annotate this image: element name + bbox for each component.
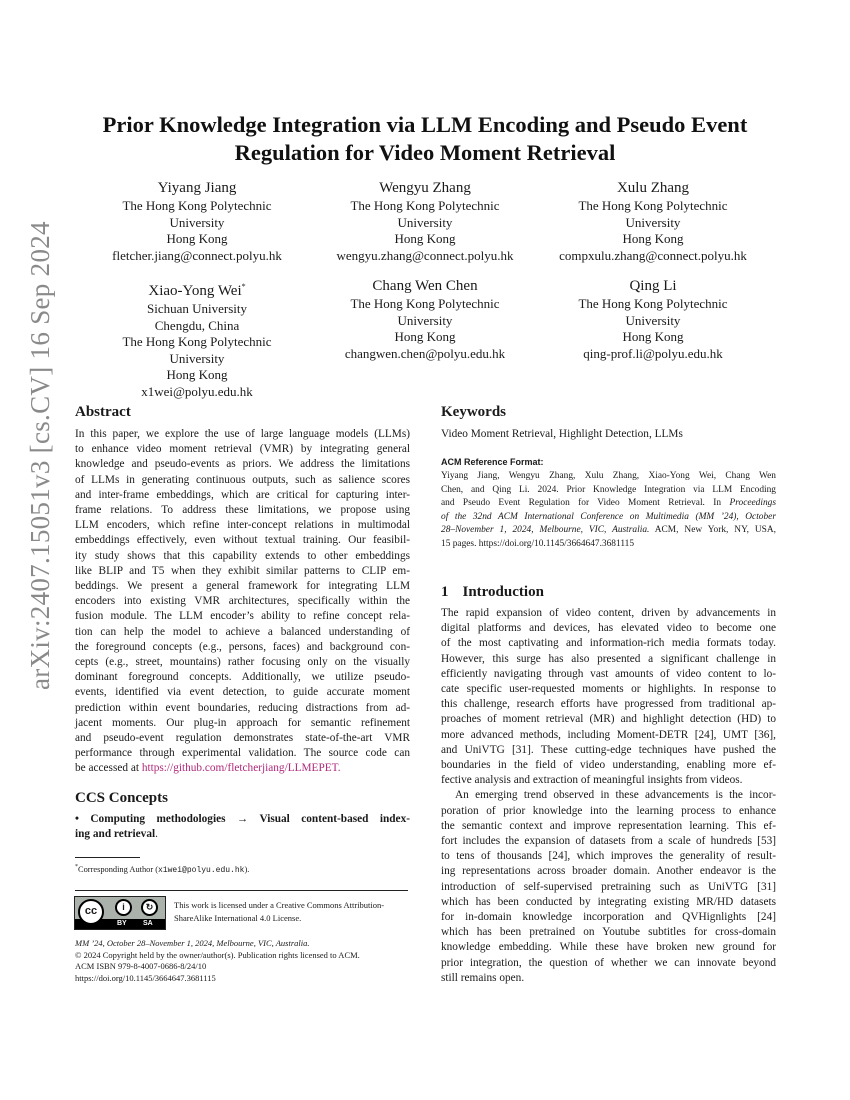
abstract-line: performance through experimental validation. The source code can xyxy=(75,747,410,760)
author-name: Xiao-Yong Wei* xyxy=(148,282,246,299)
intro-line: introduction of self-supervised pretraining such as UniVTG [31] xyxy=(441,880,776,893)
author-location: Hong Kong xyxy=(166,231,228,247)
intro-line: poration of prior knowledge into the learning process to enhance xyxy=(441,804,776,817)
author-email: fletcher.jiang@connect.polyu.hk xyxy=(112,247,282,263)
author-block xyxy=(82,277,312,401)
abstract-line: be accessed at https://github.com/fletcherjiang/LLMEPET. xyxy=(75,762,341,775)
abstract-line: embeddings effectively, even without textual training. Our feasibil- xyxy=(75,534,410,547)
section-number: 1 xyxy=(441,584,449,600)
author-location: Hong Kong xyxy=(622,231,684,247)
section-title: Introduction xyxy=(462,584,544,600)
intro-line: of the most captivating and information-rich media formats today. xyxy=(441,637,776,650)
paper-title xyxy=(70,111,780,167)
venue-copyright: © 2024 Copyright held by the owner/author(s). Publication rights licensed to ACM. xyxy=(75,949,360,960)
author-affiliation: Sichuan University xyxy=(146,301,247,316)
intro-line: efficiently navigating through vast amounts of video content to lo- xyxy=(441,667,776,680)
author-name: Chang Wen Chen xyxy=(372,278,478,294)
intro-line: However, this surge has also presented a significant challenge in xyxy=(441,652,776,665)
acm-ref-line: Chen, and Qing Li. 2024. Prior Knowledge Integration via LLM Encoding xyxy=(441,484,776,495)
title-line-2: Regulation for Video Moment Retrieval xyxy=(234,140,616,165)
author-block xyxy=(310,179,540,264)
intro-line: An emerging trend observed in these advancements is the incor- xyxy=(455,789,776,802)
author-email: qing-prof.li@polyu.edu.hk xyxy=(583,345,723,361)
author-affiliation: University xyxy=(169,214,225,230)
intro-line: prior integration, the question of whether we can innovate beyond xyxy=(441,956,776,969)
license-line: ShareAlike International 4.0 License. xyxy=(174,912,302,923)
abstract-line: to enhance video moment retrieval (VMR) by integrating general xyxy=(75,443,410,456)
acm-ref-line: and Pseudo Event Regulation for Video Moment Retrieval. In Proceedings xyxy=(441,498,776,508)
by-attribution-icon: i xyxy=(115,899,132,916)
abstract-line: fusion module. The LLM encoder’s ability to refine concept rela- xyxy=(75,610,410,623)
intro-line: fective analysis and extraction of meaningful insights from videos. xyxy=(441,774,743,787)
acm-ref-body xyxy=(441,470,776,551)
acm-ref-line: Yiyang Jiang, Wengyu Zhang, Xulu Zhang, Xiao-Yong Wei, Chang Wen xyxy=(441,471,776,481)
author-affiliation: University xyxy=(397,312,453,328)
author-affiliation: The Hong Kong Polytechnic xyxy=(578,296,728,311)
by-label: BY xyxy=(117,920,127,927)
corresponding-mark: * xyxy=(241,282,246,291)
venue-conference: MM ’24, October 28–November 1, 2024, Melbourne, VIC, Australia. xyxy=(75,938,310,948)
ccs-line: • Computing methodologies → Visual content-based index- xyxy=(75,813,410,825)
author-block xyxy=(538,179,768,264)
intro-line: this challenge, research efforts have progressed from traditional ap- xyxy=(441,698,776,711)
abstract-line: In this paper, we explore the use of large language models (LLMs) xyxy=(75,428,410,440)
intro-line: which has been pretrained on Youtube subtitles for cross-domain xyxy=(441,926,776,939)
author-affiliation: The Hong Kong Polytechnic xyxy=(122,334,272,350)
share-alike-icon: ↻ xyxy=(141,899,158,916)
abstract-line: tion can help the model to achieve a balanced understanding of xyxy=(75,625,410,638)
acm-ref-line: of the 32nd ACM International Conference on Multimedia (MM ’24), October xyxy=(441,511,776,522)
intro-line: for in-domain knowledge incorporation and QVHignlights [24] xyxy=(441,911,776,924)
acm-ref-line: 15 pages. https://doi.org/10.1145/3664647.3681115 xyxy=(441,538,635,549)
intro-line: still remains open. xyxy=(441,971,525,984)
footnote-rule xyxy=(75,857,140,858)
abstract-line: encoders into existing VMR architectures, specifically within the xyxy=(75,595,410,608)
intro-line: boundaries in the field of video understanding, enabling more ef- xyxy=(441,759,776,772)
arxiv-identifier: arXiv:2407.15051v3 [cs.CV] 16 Sep 2024 xyxy=(25,221,55,690)
intro-line: knowledge embedding. While these have broken new ground for xyxy=(441,941,776,954)
author-location: Hong Kong xyxy=(622,329,684,345)
keywords-heading: Keywords xyxy=(441,404,506,420)
abstract-line: dominant foreground concepts. Additionally, we utilize pseudo- xyxy=(75,671,410,684)
abstract-line: ity study shows that this capability extends to other embeddings xyxy=(75,549,410,562)
author-affiliation: University xyxy=(625,312,681,328)
author-location: Hong Kong xyxy=(394,231,456,247)
intro-line: ing representations across broader domain. Another endeavor is the xyxy=(441,865,776,878)
abstract-line: LLM encoders, which refine inter-concept relations in multimodal xyxy=(75,519,410,532)
abstract-line: jacent moments. Our plug-in approach for semantic refinement xyxy=(75,716,410,729)
title-line-1: Prior Knowledge Integration via LLM Encoding and Pseudo Event xyxy=(102,112,748,137)
cc-icon: cc xyxy=(78,899,104,925)
author-location: Hong Kong xyxy=(394,329,456,345)
author-email: changwen.chen@polyu.edu.hk xyxy=(344,345,506,361)
venue-doi[interactable]: https://doi.org/10.1145/3664647.3681115 xyxy=(75,973,216,984)
author-email: compxulu.zhang@connect.polyu.hk xyxy=(559,247,747,263)
intro-line: digital platforms and devices, has elevated video to become one xyxy=(441,622,776,635)
abstract-line: and pseudo-event regulation demonstrates state-of-the-art VMR xyxy=(75,732,410,745)
author-block xyxy=(82,179,312,264)
intro-line: fort includes the expansion of datasets from a scale of hundreds [53] xyxy=(441,835,776,848)
author-affiliation: University xyxy=(625,214,681,230)
intro-line: which has been conducted by integrating existing MR/HD datasets xyxy=(441,895,776,908)
abstract-line: prediction within event boundaries, reducing distractions from ad- xyxy=(75,701,410,714)
author-name: Yiyang Jiang xyxy=(157,180,237,196)
sa-label: SA xyxy=(143,920,153,927)
intro-line: more advanced methods, including Moment-DETR [24], UMT [36], xyxy=(441,728,776,741)
author-location: Hong Kong xyxy=(166,367,228,383)
intro-line: to tens of thousands [24], which improves the generality of result- xyxy=(441,850,776,863)
author-affiliation: University xyxy=(169,350,225,366)
abstract-line: beddings. We present a general framework for integrating LLM xyxy=(75,580,410,593)
abstract-line: events, identified via event detection, to guide accurate moment xyxy=(75,686,410,699)
abstract-body xyxy=(75,427,410,777)
author-block xyxy=(538,277,768,362)
abstract-line: and inter-frame embeddings, which are critical for capturing inter- xyxy=(75,488,410,501)
author-affiliation: University xyxy=(397,214,453,230)
venue-isbn: ACM ISBN 979-8-4007-0686-8/24/10 xyxy=(75,961,207,972)
abstract-line: cepts (e.g., street, mountains) rather focusing only on the visually xyxy=(75,656,410,669)
abstract-line: of LLMs in generating continuous outputs, such as salience scores xyxy=(75,473,410,486)
acm-ref-line: 28–November 1, 2024, Melbourne, VIC, Australia. ACM, New York, NY, USA, xyxy=(441,525,777,535)
license-text xyxy=(174,899,384,924)
intro-line: and UniVTG [31]. These cutting-edge techniques have pushed the xyxy=(441,743,776,756)
intro-line: proaches of moment retrieval (MR) and highlight detection (HD) to xyxy=(441,713,776,726)
intro-line: the semantic context and improve representation learning. This ef- xyxy=(441,819,776,832)
intro-heading xyxy=(441,584,544,601)
author-email: x1wei@polyu.edu.hk xyxy=(141,383,253,399)
ccs-line: ing and retrieval. xyxy=(75,828,158,841)
footnote: *Corresponding Author (x1wei@polyu.edu.hk). xyxy=(75,864,250,875)
author-name: Xulu Zhang xyxy=(616,180,690,196)
keywords-text: Video Moment Retrieval, Highlight Detection, LLMs xyxy=(441,428,683,440)
author-location: Chengdu, China xyxy=(154,317,240,333)
venue-info xyxy=(75,938,360,985)
author-email: wengyu.zhang@connect.polyu.hk xyxy=(336,247,514,263)
author-block xyxy=(310,277,540,362)
author-affiliation: The Hong Kong Polytechnic xyxy=(122,198,272,213)
abstract-heading: Abstract xyxy=(75,404,131,420)
author-name: Wengyu Zhang xyxy=(379,180,471,196)
ccs-body xyxy=(75,812,410,842)
abstract-line: the foreground concepts (e.g., persons, faces) and background con- xyxy=(75,640,410,653)
abstract-line: knowledge and pseudo-events as priors. We address the limitations xyxy=(75,458,410,471)
intro-line: The rapid expansion of video content, driven by advancements in xyxy=(441,607,776,619)
source-code-link[interactable]: https://github.com/fletcherjiang/LLMEPET. xyxy=(141,762,341,775)
ccs-heading: CCS Concepts xyxy=(75,790,168,806)
intro-line: cate specific user-requested moments or highlights. In response to xyxy=(441,683,776,696)
intro-body xyxy=(441,606,776,986)
abstract-line: frame relations. To address these limitations, we propose using xyxy=(75,504,410,517)
footnote-email: x1wei@polyu.edu.hk xyxy=(158,865,245,875)
abstract-line: like BLIP and T5 when they exhibit similar patterns to CLIP em- xyxy=(75,564,410,577)
license-rule xyxy=(75,890,408,891)
cc-license-badge[interactable] xyxy=(74,896,166,930)
author-affiliation: The Hong Kong Polytechnic xyxy=(350,296,500,311)
author-name: Qing Li xyxy=(629,278,677,294)
author-affiliation: The Hong Kong Polytechnic xyxy=(350,198,500,213)
acm-ref-heading: ACM Reference Format: xyxy=(441,457,544,467)
author-affiliation: The Hong Kong Polytechnic xyxy=(578,198,728,213)
license-line: This work is licensed under a Creative Commons Attribution- xyxy=(174,900,385,910)
